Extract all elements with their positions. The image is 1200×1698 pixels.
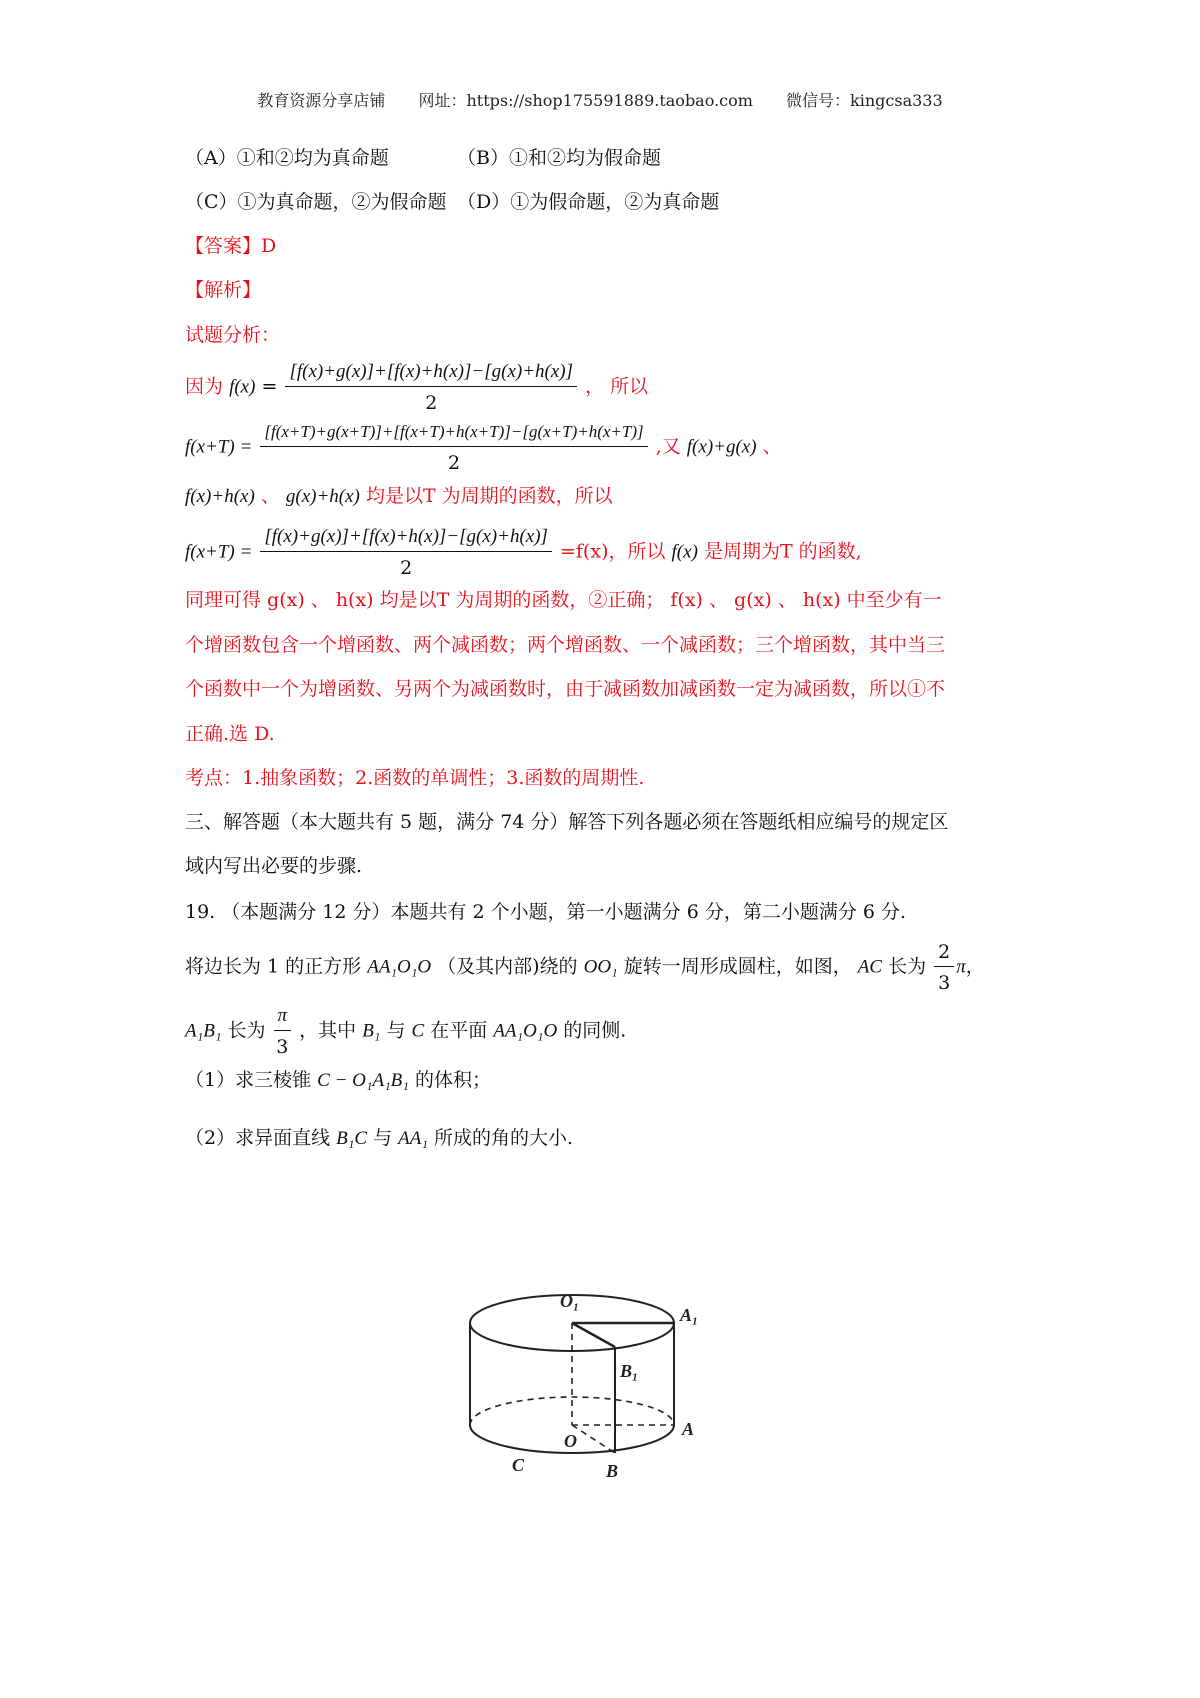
fraction-ab-numerator: π xyxy=(274,1004,292,1031)
q19-text-a: 将边长为 1 的正方形 xyxy=(185,955,362,978)
header-site: 网址：https://shop175591889.taobao.com xyxy=(418,91,753,110)
point-c: C xyxy=(411,1020,425,1042)
f-x-plus-t: f(x+T) = xyxy=(185,436,253,458)
part2-text-b: 所成的角的大小. xyxy=(434,1127,574,1149)
fraction-1 xyxy=(285,360,577,415)
fraction-1-denominator: 2 xyxy=(425,392,438,414)
f-plus-h: f(x)+h(x) xyxy=(185,486,255,507)
pyramid-name: C − O₁A₁B₁ xyxy=(317,1070,409,1091)
equals-fx-text: =f(x)，所以 xyxy=(559,540,666,563)
periodic-text: 均是以T 为周期的函数，所以 xyxy=(365,485,613,507)
q19-line-2 xyxy=(185,1004,626,1059)
q19-text-h: 在平面 xyxy=(430,1019,488,1042)
f-x-plus-t: f(x+T) = xyxy=(185,541,253,563)
option-b: （B）①和②均为假命题 xyxy=(457,147,661,169)
solution-line-2 xyxy=(185,420,782,475)
pi-symbol: π xyxy=(956,956,966,978)
fraction-ac-denominator: 3 xyxy=(938,972,951,994)
solution-line-8: 正确.选 D. xyxy=(185,723,275,745)
q19-text-g: 与 xyxy=(386,1019,406,1042)
fraction-3 xyxy=(260,525,552,580)
q19-text-c: 旋转一周形成圆柱，如图， xyxy=(623,955,852,978)
fraction-2-denominator: 2 xyxy=(447,452,461,474)
header-wechat: 微信号：kingcsa333 xyxy=(786,91,943,110)
q19-part-1 xyxy=(185,1068,491,1093)
fraction-3-numerator: [f(x)+g(x)]+[f(x)+h(x)]−[g(x)+h(x)] xyxy=(260,525,552,552)
fraction-1-numerator: [f(x)+g(x)]+[f(x)+h(x)]−[g(x)+h(x)] xyxy=(285,360,577,387)
label-b1: B₁ xyxy=(620,1361,639,1381)
analysis-label: 【解析】 xyxy=(185,279,262,301)
page-header xyxy=(0,88,1200,111)
section3-line-2: 域内写出必要的步骤. xyxy=(185,855,363,877)
option-c: （C）①为真命题，②为假命题 xyxy=(185,191,447,213)
f-plus-g: f(x)+g(x) xyxy=(686,436,757,458)
answer-value: D xyxy=(261,235,277,257)
fraction-2 xyxy=(260,420,647,475)
option-a: （A）①和②均为真命题 xyxy=(185,147,389,169)
periodic-conclusion: 是周期为T 的函数, xyxy=(703,540,862,563)
solution-line-1: 因为 f(x) = $\frac{[f(x)+g(x)]+[f(x)+h(x)]-[g(x)+h(x)]}{2}$ ， 所以 xyxy=(185,361,649,414)
option-d: （D）①为假命题，②为真命题 xyxy=(457,191,720,213)
part1-text-a: （1）求三棱锥 xyxy=(185,1069,312,1091)
answer-line xyxy=(185,234,276,258)
part1-text-b: 的体积； xyxy=(414,1069,491,1091)
kaodian-line: 考点：1.抽象函数；2.函数的单调性；3.函数的周期性. xyxy=(185,767,645,789)
q19-heading: 19. （本题满分 12 分）本题共有 2 个小题，第一小题满分 6 分，第二小题满分 6 分. xyxy=(185,901,907,923)
also-text: ,又 xyxy=(655,435,681,458)
label-b: B xyxy=(606,1461,619,1481)
part2-and: 与 xyxy=(373,1127,393,1149)
axis-name: OO₁ xyxy=(583,956,618,978)
separator: 、 xyxy=(260,485,280,507)
fraction-3-denominator: 2 xyxy=(400,557,413,579)
because-text: 因为 xyxy=(185,375,224,398)
fraction-ab xyxy=(274,1004,292,1059)
so-text: ， 所以 xyxy=(585,375,649,398)
fraction-2-numerator: [f(x+T)+g(x+T)]+[f(x+T)+h(x+T)]−[g(x+T)+h(x+T)] xyxy=(260,420,647,447)
plane-name: AA₁O₁O xyxy=(493,1020,558,1042)
q19-part-2 xyxy=(185,1126,573,1151)
f-x: f(x) xyxy=(671,541,698,563)
solution-line-4 xyxy=(185,525,862,580)
solution-line-6: 个增函数包含一个增函数、两个减函数；两个增函数、一个减函数；三个增函数，其中当三 xyxy=(185,634,946,656)
line-b1c: B₁C xyxy=(336,1128,368,1149)
label-o: O xyxy=(564,1431,577,1451)
q19-text-i: 的同侧. xyxy=(563,1019,627,1042)
q19-text-f: ，其中 xyxy=(299,1019,357,1042)
point-b1: B₁ xyxy=(362,1020,381,1042)
label-o1: O₁ xyxy=(560,1291,580,1311)
line-aa1: AA₁ xyxy=(398,1128,428,1149)
o1-b1-segment xyxy=(572,1323,615,1347)
options-row-2 xyxy=(185,190,720,214)
fraction-ac-numerator: 2 xyxy=(934,940,954,967)
label-c: C xyxy=(512,1455,525,1475)
fraction-ab-denominator: 3 xyxy=(276,1036,289,1058)
q19-line-1: 将边长为 1 的正方形 AA₁O₁O （及其内部)绕的 OO₁ 旋转一周形成圆柱，如图， AC 长为 $\frac{2}{3}$ π， xyxy=(185,941,985,994)
o-b-radius xyxy=(572,1425,615,1453)
part2-text-a: （2）求异面直线 xyxy=(185,1127,331,1149)
label-a1: A₁ xyxy=(680,1305,699,1325)
q19-text-e: 长为 xyxy=(227,1019,266,1042)
cylinder-figure xyxy=(440,1285,740,1510)
answer-label: 【答案】 xyxy=(185,235,262,257)
header-shop: 教育资源分享店铺 xyxy=(257,91,386,110)
g-plus-h: g(x)+h(x) xyxy=(285,486,360,507)
square-name: AA₁O₁O xyxy=(367,956,432,978)
fraction-ac xyxy=(934,940,954,995)
arc-ac: AC xyxy=(857,956,883,978)
arc-a1b1: A₁B₁ xyxy=(185,1020,222,1042)
solution-line-7: 个函数中一个为增函数、另两个为减函数时，由于减函数加减函数一定为减函数，所以①不 xyxy=(185,678,946,700)
solution-line-5: 同理可得 g(x) 、 h(x) 均是以T 为周期的函数，②正确； f(x) 、 g(x) 、 h(x) 中至少有一 xyxy=(185,589,942,611)
analysis-title: 试题分析： xyxy=(185,324,281,346)
separator: 、 xyxy=(762,435,782,458)
solution-line-3 xyxy=(185,484,613,509)
f-x: f(x) xyxy=(229,376,256,398)
q19-text-b: （及其内部)绕的 xyxy=(437,955,578,978)
section3-line-1: 三、解答题（本大题共有 5 题，满分 74 分）解答下列各题必须在答题纸相应编号的规定区 xyxy=(185,811,949,833)
label-a: A xyxy=(682,1419,695,1439)
options-row-1 xyxy=(185,146,661,170)
q19-text-d: 长为 xyxy=(888,955,927,978)
